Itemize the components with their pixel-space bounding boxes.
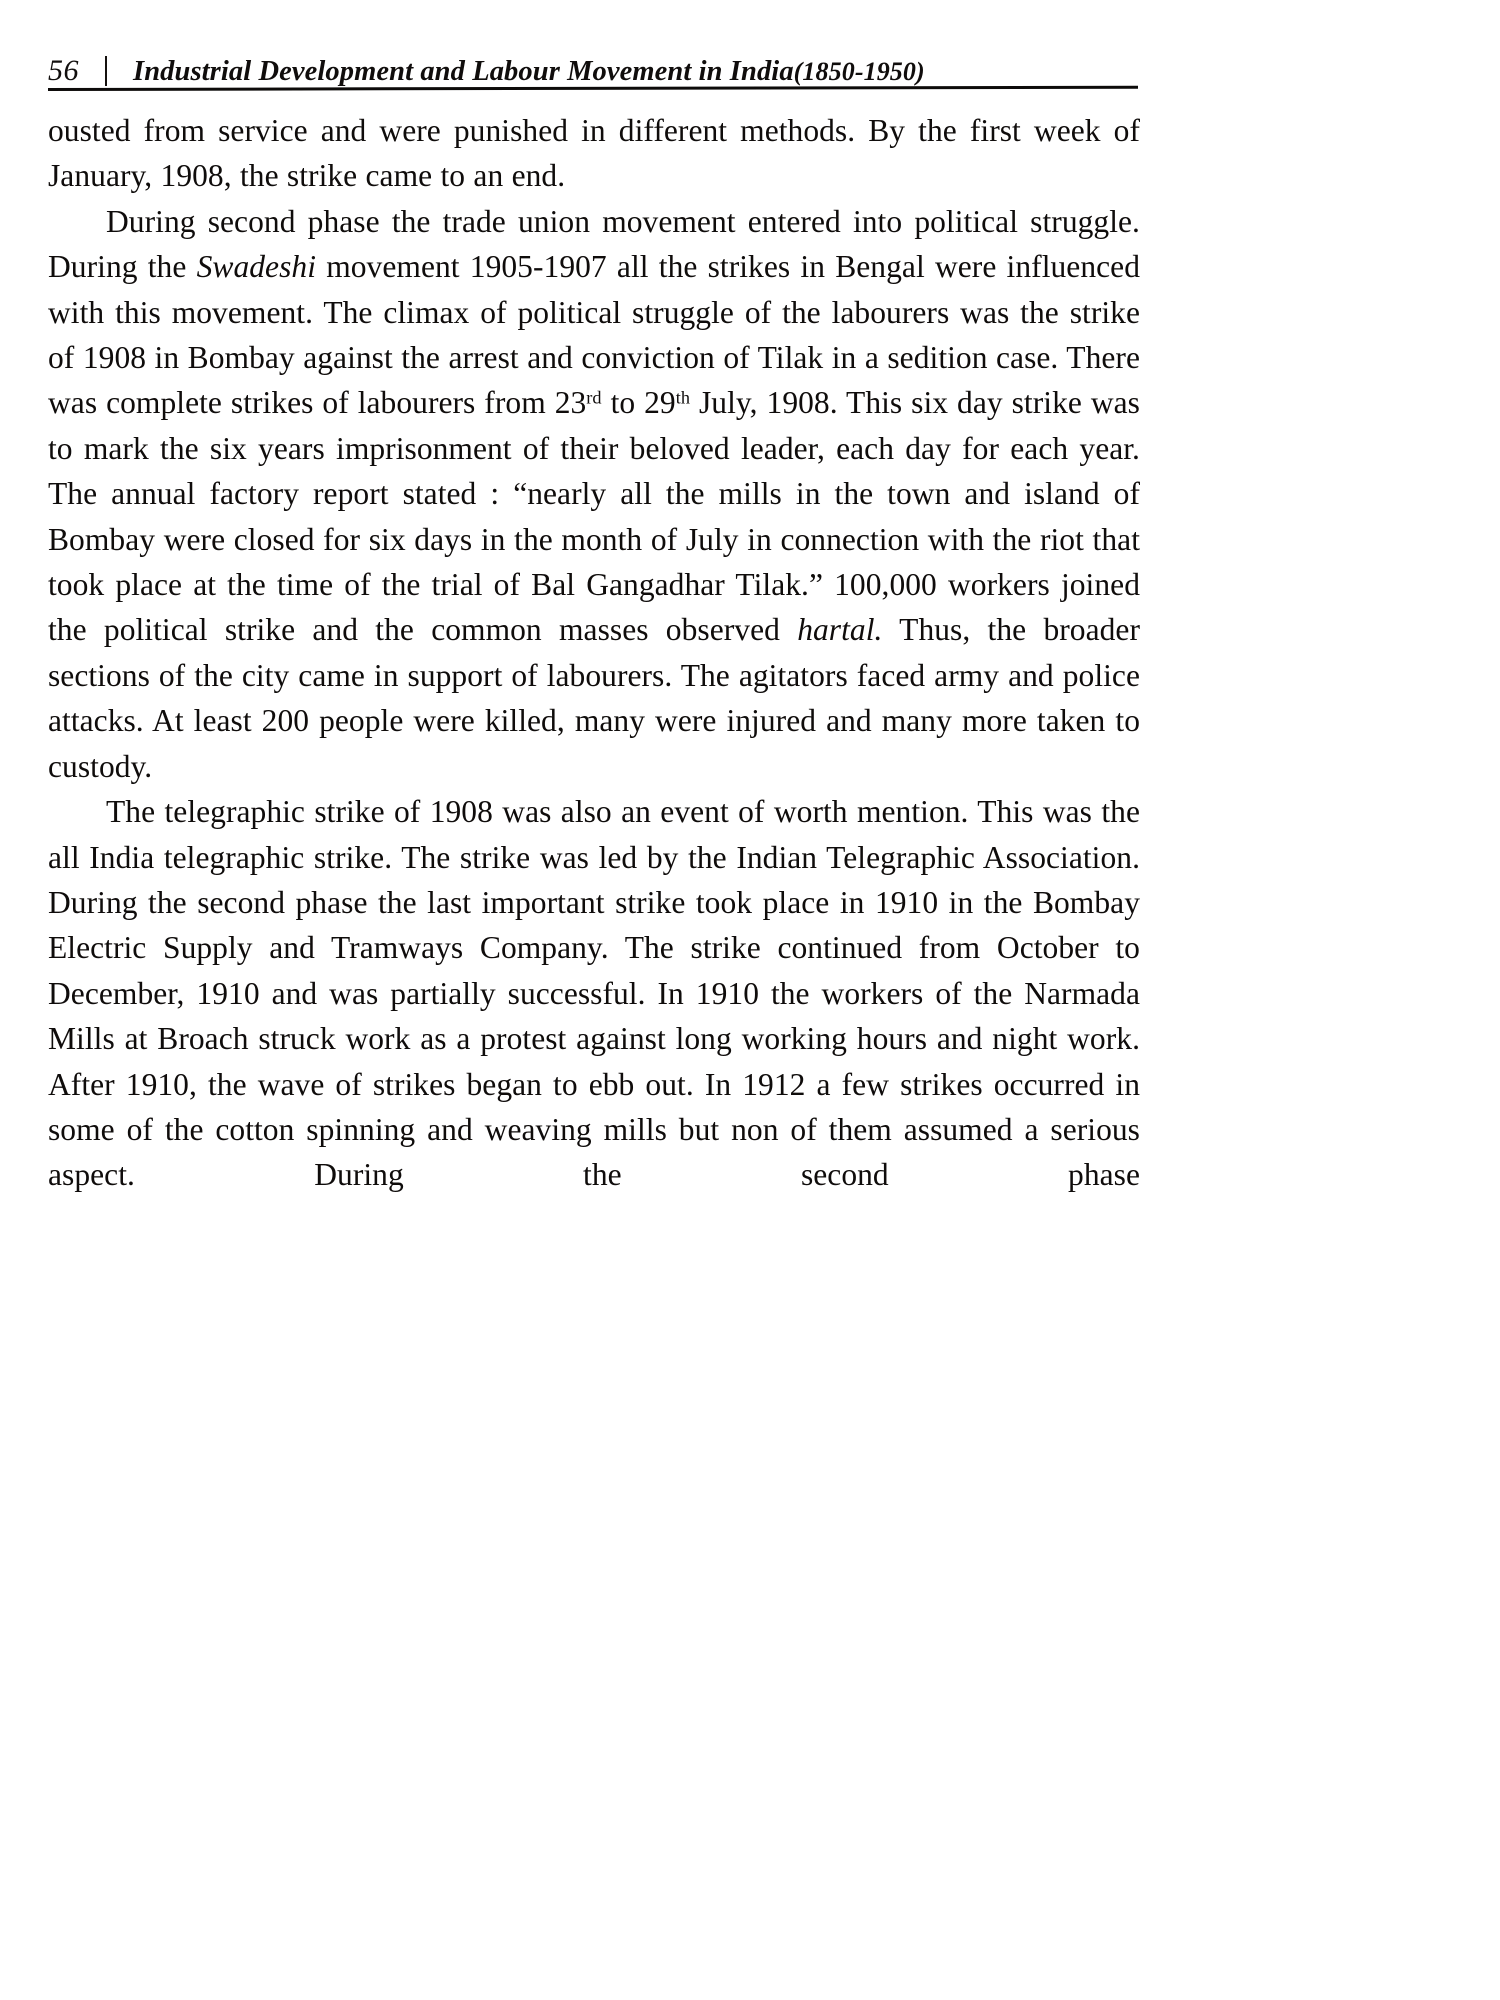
para-3 (48, 789, 1140, 1243)
ordinal-superscript: rd (586, 387, 602, 408)
italic-term: Swadeshi (196, 249, 316, 285)
body-text (48, 108, 1140, 1243)
para-2 (48, 199, 1140, 789)
text-run: The telegraphic strike of 1908 was also an event of worth mention. This was the all India telegraphic strike. The strike was led by the Indian Telegraphic Association. During the second phase the last important strike took place in 1910 in the Bombay Electric Supply and Tramways Company. The strike continued from October to December, 1910 and was partially successful. In 1910 the workers of the Narmada Mills at Broach struck work as a protest against long working hours and night work. After 1910, the wave of strikes began to ebb out. In 1912 a few strikes occurred in some of the cotton spinning and weaving mills but non of them assumed a serious aspect. During the second phase (48, 794, 1140, 1193)
italic-term: hartal. (797, 612, 883, 648)
running-head (48, 30, 1136, 88)
text-run: July, 1908. This six day strike was to mark the six years imprisonment of their beloved leader, each day for each year. The annual factory report stated : “nearly all the mills in the town and island of Bombay were closed for six days in the month of July in connection with the riot that took place at the time of the trial of Bal Gangadhar Tilak.” 100,000 workers joined the political strike and the common masses observed (48, 385, 1140, 648)
header-separator-bar (105, 56, 107, 86)
running-title-years: (1850-1950) (793, 56, 925, 86)
ordinal-superscript: th (675, 387, 691, 408)
text-run: to 29 (601, 385, 676, 421)
running-title (133, 55, 925, 89)
text-run: Thus, the broader sections of the city came in support of labourers. The agitators faced army and police attacks. At least 200 people were killed, many were injured and many more taken to custody. (48, 612, 1140, 784)
running-title-text: Industrial Development and Labour Movement in India (133, 55, 794, 87)
text-run: ousted from service and were punished in different methods. By the first week of January, 1908, the strike came to an end. (48, 113, 1140, 194)
text-run: movement 1905-1907 all the strikes in Bengal were influenced with this movement. The climax of political struggle of the labourers was the strike of 1908 in Bombay against the arrest and conviction of Tilak in a sedition case. There was complete strikes of labourers from 23 (48, 249, 1140, 421)
para-1 (48, 108, 1140, 199)
text-run: During second phase the trade union movement entered into political struggle. During the (48, 203, 1140, 285)
page-number: 56 (48, 54, 79, 87)
